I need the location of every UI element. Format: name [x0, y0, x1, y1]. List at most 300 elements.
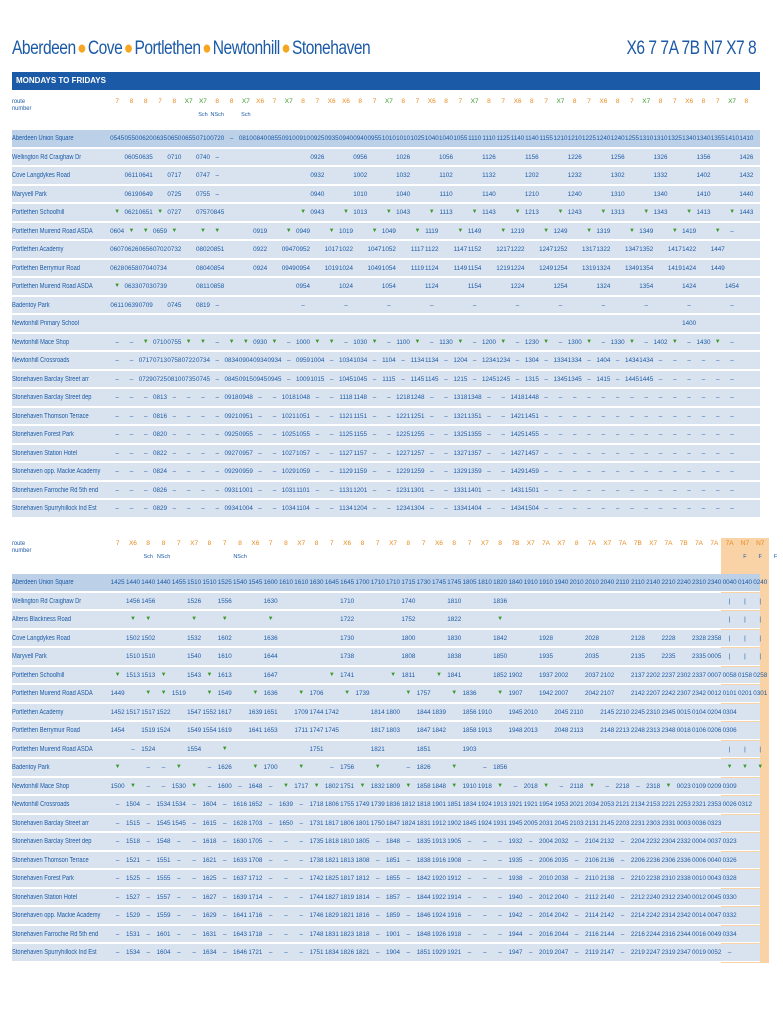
departure-time [385, 630, 400, 648]
departure-time: 2042 [584, 690, 599, 697]
departure-time: – [268, 838, 273, 845]
departure-time [224, 297, 238, 315]
departure-time: – [587, 394, 591, 401]
departure-time [496, 186, 510, 204]
departure-time: – [730, 468, 734, 475]
departure-time: – [601, 449, 606, 457]
departure-time: 2213 [615, 727, 630, 734]
departure-time: 1443 [739, 209, 754, 216]
service-note: F [743, 554, 747, 560]
departure-time: | [728, 653, 731, 660]
departure-time: | [744, 653, 746, 660]
departure-time [582, 167, 596, 185]
departure-time: – [215, 412, 219, 420]
timetable-row [12, 685, 768, 703]
departure-time: – [222, 949, 227, 956]
departure-time [110, 741, 125, 759]
departure-time [282, 297, 296, 315]
departure-time [611, 278, 625, 296]
departure-time [668, 204, 682, 222]
departure-time [309, 593, 324, 611]
departure-time [125, 759, 140, 777]
departure-time: – [644, 486, 648, 494]
departure-time [569, 648, 584, 666]
departure-time [416, 611, 431, 629]
departure-time: – [372, 449, 377, 457]
departure-time: – [601, 301, 606, 309]
departure-time [447, 704, 462, 722]
departure-time [462, 759, 477, 777]
departure-time: – [483, 856, 487, 864]
departure-time: – [272, 394, 277, 401]
route-number: 8 [487, 98, 491, 105]
departure-time: – [467, 912, 472, 919]
departure-time: 1445 [624, 375, 639, 383]
departure-time: 1015 [310, 375, 325, 383]
departure-time: 1459 [524, 468, 539, 475]
departure-time: 1738 [340, 653, 355, 660]
departure-time: – [730, 431, 734, 438]
departure-time [482, 223, 496, 241]
departure-time [232, 741, 247, 759]
departure-time: 1739 [370, 801, 385, 808]
departure-time: – [201, 394, 205, 401]
departure-time: – [201, 412, 205, 420]
departure-time [615, 648, 630, 666]
departure-time: 1940 [508, 893, 523, 901]
down-triangle-icon: ▼ [206, 671, 213, 678]
departure-time [539, 204, 553, 222]
departure-time [523, 630, 538, 648]
departure-time [711, 204, 725, 222]
departure-time: 2310 [646, 708, 661, 716]
departure-time: – [222, 875, 227, 882]
down-triangle-icon: ▼ [160, 671, 167, 678]
stop-name: Stonehaven Forest Park [12, 875, 74, 882]
timetable-row [12, 870, 760, 888]
departure-time [584, 741, 599, 759]
departure-time: 1851 [416, 745, 431, 753]
route-number: X7 [470, 98, 479, 105]
departure-time: – [730, 338, 734, 346]
departure-time: – [701, 431, 706, 438]
departure-time: 2110 [569, 708, 584, 716]
departure-time [462, 593, 477, 611]
departure-time: – [715, 468, 720, 475]
departure-time: 1331 [453, 486, 468, 494]
departure-time: 1322 [596, 246, 611, 253]
departure-time [615, 759, 630, 777]
departure-time: – [544, 394, 548, 401]
departure-time: – [658, 394, 663, 401]
service-note: F [773, 554, 778, 560]
departure-time: 2331 [661, 819, 676, 827]
departure-time [296, 167, 310, 185]
route-number-label: route number [12, 540, 32, 554]
departure-time: – [472, 357, 477, 364]
departure-time: 1124 [424, 283, 439, 290]
stop-name: Portlethen Muirend Road ASDA [12, 283, 93, 290]
departure-time: 2002 [554, 671, 569, 679]
stop-name: Portlethen Muirend Road ASDA [12, 745, 93, 753]
departure-time: 1554 [202, 727, 217, 734]
departure-time: 1049 [381, 227, 396, 235]
route-number: X7 [480, 540, 489, 547]
departure-time: 1714 [248, 893, 263, 901]
departure-time: 1510 [125, 653, 140, 660]
departure-time: 0545 [110, 135, 125, 142]
departure-time [396, 241, 410, 259]
stop-name: Stonehaven opp. Mackie Academy [12, 468, 101, 475]
departure-time [508, 759, 523, 777]
departure-time [523, 741, 538, 759]
route-number: X7 [384, 98, 393, 105]
departure-time: – [329, 449, 334, 457]
departure-time: 0106 [692, 727, 707, 734]
service-note: NSch [156, 554, 171, 560]
departure-time: 1154 [467, 283, 482, 290]
departure-time [668, 186, 682, 204]
departure-time: – [483, 930, 487, 938]
departure-time: 0015 [676, 708, 691, 716]
separator-dot-icon: ● [123, 38, 133, 59]
departure-time: 1102 [439, 172, 453, 179]
departure-time [439, 297, 453, 315]
departure-time: – [587, 486, 591, 494]
departure-time: 1619 [217, 727, 232, 734]
departure-time: – [115, 431, 119, 438]
departure-time [248, 741, 263, 759]
departure-time: 0956 [353, 153, 368, 161]
departure-time: – [572, 468, 577, 475]
departure-time: 0037 [707, 838, 722, 845]
departure-time: – [192, 930, 196, 938]
departure-time: – [587, 357, 591, 364]
departure-time: 1527 [125, 893, 140, 901]
departure-time [439, 223, 453, 241]
departure-time: 1646 [233, 949, 248, 956]
departure-time [668, 167, 682, 185]
departure-time: 0924 [253, 264, 268, 272]
departure-time: 1140 [482, 190, 496, 198]
timetable-row [12, 260, 760, 278]
departure-time: – [615, 375, 620, 383]
departure-time: 1717 [294, 782, 309, 790]
departure-time: – [715, 394, 720, 401]
departure-time: 1610 [294, 579, 309, 586]
departure-time: 2114 [585, 912, 599, 919]
departure-time: – [467, 856, 472, 864]
departure-time: – [115, 394, 119, 401]
departure-time [453, 278, 467, 296]
stop-name: Stonehaven Thomson Terrace [12, 412, 89, 420]
departure-time: 1213 [524, 209, 539, 216]
departure-time: 1356 [696, 153, 711, 161]
departure-time: 1057 [296, 449, 311, 457]
departure-time [278, 704, 293, 722]
departure-time: 2035 [554, 856, 569, 864]
departure-time [294, 667, 309, 685]
departure-time: 0004 [692, 838, 707, 845]
departure-time: 1818 [355, 930, 370, 938]
departure-time [539, 297, 553, 315]
timetable-row [12, 482, 760, 500]
down-triangle-icon: ▼ [114, 209, 121, 215]
departure-time: – [601, 431, 606, 438]
departure-time: – [372, 431, 377, 438]
departure-time: 0206 [707, 727, 722, 734]
route-number: X6 [128, 540, 137, 547]
departure-time: 1644 [263, 653, 278, 660]
departure-time: 0851 [210, 246, 225, 253]
departure-time: – [372, 468, 377, 475]
departure-time: – [172, 486, 177, 494]
stop-name: Newtonhill Crossroads [12, 801, 70, 808]
departure-time [725, 186, 739, 204]
timetable-row [12, 186, 760, 204]
departure-time: 1154 [467, 264, 482, 272]
departure-time [370, 611, 385, 629]
route-number: 7 [501, 98, 506, 105]
departure-time: 1551 [156, 856, 171, 864]
departure-time [296, 149, 310, 167]
departure-time: 1354 [639, 264, 654, 272]
departure-time: 1502 [141, 634, 156, 642]
departure-time: – [315, 486, 320, 494]
departure-time: 0840 [253, 135, 268, 142]
departure-time: – [687, 449, 691, 457]
departure-time: – [268, 875, 273, 882]
timetable-row [12, 778, 760, 796]
departure-time: – [558, 468, 563, 475]
departure-time [382, 167, 396, 185]
departure-time: 1130 [439, 338, 453, 346]
departure-time: 1740 [401, 597, 416, 605]
departure-time: – [687, 301, 691, 309]
departure-time: 1819 [340, 893, 355, 901]
departure-time: 2103 [569, 819, 584, 827]
departure-time: 0925 [224, 431, 239, 438]
departure-time: 2040 [554, 893, 569, 901]
departure-time: – [172, 505, 177, 512]
departure-time: – [574, 893, 579, 901]
route-number: X7 [198, 98, 207, 105]
down-triangle-icon: ▼ [228, 338, 235, 345]
departure-time: 1630 [233, 838, 248, 845]
down-triangle-icon: ▼ [285, 227, 292, 234]
departure-time [367, 186, 381, 204]
departure-time [385, 648, 400, 666]
departure-time: 0659 [153, 227, 168, 235]
down-triangle-icon: ▼ [314, 338, 321, 345]
departure-time: – [299, 912, 303, 919]
departure-time: – [201, 431, 205, 438]
departure-time [447, 722, 462, 740]
departure-time: – [715, 412, 720, 420]
departure-time: 1631 [202, 930, 217, 938]
departure-time [182, 278, 196, 296]
route-number: X7 [389, 540, 398, 547]
departure-time: 1844 [416, 708, 431, 716]
place-name: Stonehaven [291, 38, 371, 59]
departure-time: 1452 [110, 708, 125, 716]
departure-time [282, 149, 296, 167]
departure-time: – [143, 468, 148, 475]
departure-time: 1818 [324, 838, 339, 845]
departure-time: 1836 [493, 597, 508, 605]
departure-time: 2321 [692, 801, 707, 808]
departure-time: 2144 [600, 930, 615, 938]
departure-time: 1513 [141, 671, 156, 679]
route-number: 7 [587, 98, 591, 105]
departure-time: 0014 [692, 912, 707, 919]
departure-time: 2031 [539, 819, 554, 827]
departure-time: 2345 [661, 708, 676, 716]
departure-time: 2236 [646, 856, 661, 864]
departure-time: 1304 [524, 357, 539, 364]
route-number: 8 [572, 98, 577, 105]
departure-time: 1914 [447, 893, 462, 901]
route-number: 7A [725, 540, 734, 547]
departure-time: 1852 [493, 671, 508, 679]
route-number: 8 [143, 98, 148, 105]
departure-time: – [715, 357, 720, 364]
departure-time [554, 648, 569, 666]
departure-time: 1522 [156, 708, 171, 716]
timetable-row [12, 167, 760, 185]
departure-time: – [658, 449, 663, 457]
stop-name: Stonehaven Barclay Street arr [12, 819, 89, 827]
departure-time: 2253 [676, 801, 691, 808]
departure-time [661, 611, 676, 629]
departure-time: 0755 [167, 338, 182, 346]
down-triangle-icon: ▼ [359, 782, 366, 789]
departure-time: 0702 [153, 246, 168, 253]
departure-time [582, 278, 596, 296]
departure-time: 1932 [508, 838, 523, 845]
departure-time: 0727 [167, 209, 182, 216]
departure-time: 1156 [525, 153, 539, 161]
departure-time: 2207 [646, 690, 661, 697]
departure-time: 1916 [431, 856, 446, 864]
departure-time [239, 241, 253, 259]
departure-time: – [284, 949, 288, 956]
departure-time [439, 315, 453, 333]
departure-time: 1219 [496, 264, 511, 272]
departure-time: 1313 [610, 209, 625, 216]
departure-time: 1929 [431, 949, 446, 956]
departure-time [496, 315, 510, 333]
departure-time: – [429, 505, 434, 512]
stop-name: Newtonhill Crossroads [12, 357, 70, 364]
departure-time [611, 315, 625, 333]
departure-time: 0710 [153, 338, 168, 346]
timetable-row [12, 389, 760, 407]
departure-time [324, 593, 339, 611]
departure-time: 0658 [124, 264, 139, 272]
departure-time: – [429, 394, 434, 401]
departure-time: – [284, 912, 288, 919]
departure-time: – [528, 838, 533, 845]
departure-time [110, 167, 124, 185]
departure-time: 1451 [524, 412, 539, 420]
departure-time [661, 759, 676, 777]
departure-time: 0734 [153, 264, 168, 272]
departure-time: 0811 [196, 283, 210, 290]
departure-time [324, 741, 339, 759]
departure-time [596, 315, 610, 333]
departure-time: 1419 [682, 227, 697, 235]
service-note: NSch [233, 554, 247, 560]
departure-time: – [687, 357, 691, 364]
departure-time [584, 593, 599, 611]
departure-time [401, 722, 416, 740]
departure-time: 2012 [539, 893, 554, 901]
stop-name: Stonehaven opp. Mackie Academy [12, 912, 101, 919]
timetable-row [12, 852, 760, 870]
down-triangle-icon: ▼ [328, 227, 335, 234]
departure-time [396, 278, 410, 296]
departure-time: 2340 [707, 579, 722, 586]
departure-time [156, 630, 171, 648]
departure-time: – [258, 394, 262, 401]
departure-time: 1255 [410, 431, 425, 438]
departure-time: 1822 [447, 616, 462, 623]
departure-time: – [177, 875, 181, 882]
departure-time [477, 630, 492, 648]
departure-time: 1850 [493, 653, 508, 660]
route-number: 8 [215, 98, 220, 105]
departure-time: 1034 [338, 357, 353, 364]
departure-time: – [329, 505, 334, 512]
departure-time: 1145 [410, 375, 425, 383]
route-number: 8 [146, 540, 151, 547]
departure-time: 1639 [233, 893, 248, 901]
departure-time: – [472, 375, 477, 383]
departure-time: 1905 [447, 838, 462, 845]
departure-time: 2304 [661, 838, 676, 845]
departure-time [569, 759, 584, 777]
departure-time: – [286, 375, 291, 383]
departure-time [171, 667, 186, 685]
departure-time: – [284, 838, 288, 845]
departure-time: 2316 [661, 930, 676, 938]
departure-time: 1004 [310, 357, 325, 364]
departure-time [156, 611, 171, 629]
departure-time [462, 667, 477, 685]
departure-time: 2112 [585, 893, 599, 901]
departure-time [278, 722, 293, 740]
departure-time: 2010 [523, 708, 538, 716]
down-triangle-icon: ▼ [497, 782, 504, 789]
departure-time: 2347 [676, 949, 691, 956]
departure-time: 0804 [195, 264, 210, 272]
route-number-label: route number [12, 98, 32, 112]
departure-time: – [258, 431, 262, 438]
departure-time: 1903 [462, 745, 477, 753]
departure-time: 0732 [167, 246, 182, 253]
departure-time: 2132 [600, 838, 615, 845]
departure-time: – [406, 856, 411, 864]
route-number: 7 [375, 540, 380, 547]
departure-time: 1935 [508, 856, 523, 864]
departure-time: 1709 [294, 708, 309, 716]
departure-time [248, 611, 263, 629]
departure-time: – [673, 375, 677, 383]
departure-time: – [192, 856, 196, 864]
departure-time: 1101 [296, 486, 310, 494]
departure-time: 1010 [381, 135, 396, 142]
